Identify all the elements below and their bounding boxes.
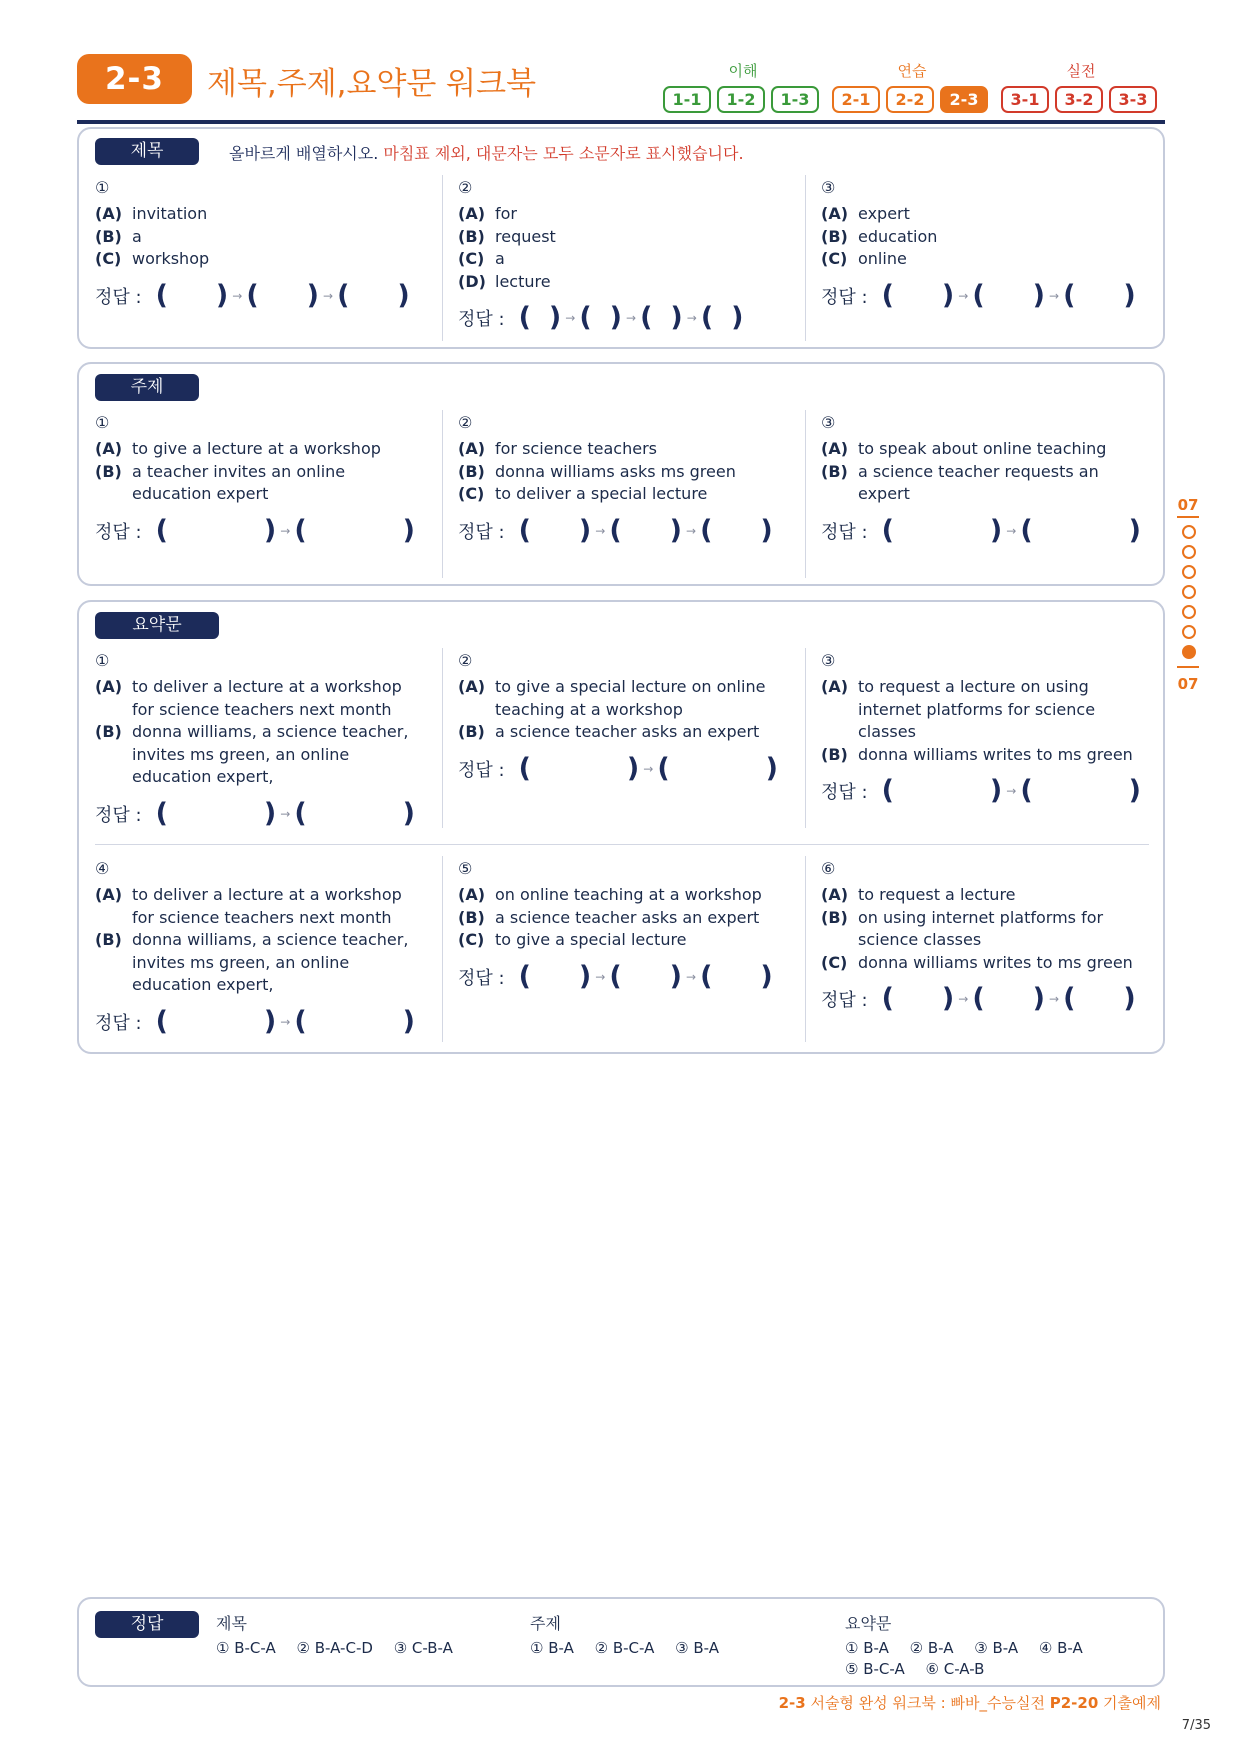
topic-question-1 — [95, 412, 425, 548]
title-section-tag: 제목 — [95, 138, 199, 165]
item-text: a science teacher requests an expert — [858, 461, 1099, 503]
item-text: a — [132, 226, 142, 246]
summary-question-3 — [821, 650, 1151, 808]
item-text: donna williams writes to ms green — [858, 952, 1133, 972]
column-divider — [442, 175, 443, 341]
question-number: ① — [95, 413, 110, 432]
answer-label: 정답 : — [458, 967, 505, 989]
item-text: invitation — [132, 204, 208, 223]
item-label: (B) — [458, 722, 485, 741]
item-text: donna williams writes to ms green — [858, 744, 1133, 764]
answer-label: 정답 : — [95, 804, 142, 826]
answer-label: 정답 : — [458, 521, 505, 543]
question-number: ② — [458, 178, 473, 197]
answer-slots: 정답 : ( ) → ( ) → ( ) — [458, 960, 773, 992]
footer-part: 2-3 — [778, 1694, 806, 1712]
level-3-2-button[interactable]: 3-2 — [1055, 86, 1103, 113]
side-marker-line — [1177, 666, 1199, 668]
group-label-understand: 이해 — [728, 62, 758, 80]
item-text: workshop — [132, 249, 210, 268]
level-2-1-button[interactable]: 2-1 — [832, 86, 880, 113]
item-text: lecture — [495, 271, 551, 291]
summary-section-tag: 요약문 — [95, 612, 219, 639]
answer-label: 정답 : — [821, 521, 868, 543]
topic-section — [77, 362, 1165, 586]
answer-value: ③ B-A — [675, 1639, 720, 1657]
answer-label: 정답 : — [821, 990, 868, 1011]
item-label: (B) — [821, 744, 848, 764]
column-divider — [805, 856, 806, 1042]
item-label: (B) — [95, 930, 122, 949]
answer-slots: 정답 : ( ) → ( ) → ( ) — [95, 279, 410, 311]
item-label: (B) — [458, 907, 485, 927]
section-badge: 2-3 — [77, 54, 192, 104]
item-text: to give a lecture at a workshop — [132, 439, 381, 458]
instruction-note: 마침표 제외, 대문자는 모두 소문자로 표시했습니다. — [383, 144, 744, 163]
item-text: a science teacher asks an expert — [495, 907, 760, 927]
item-label: (C) — [458, 930, 485, 949]
footer-part: P2-20 — [1049, 1694, 1099, 1712]
item-label: (B) — [95, 226, 122, 246]
question-number: ① — [95, 651, 110, 670]
item-text: education — [858, 226, 938, 246]
item-text: a teacher invites an online education expert — [132, 461, 346, 503]
question-number: ③ — [821, 178, 836, 197]
summary-question-2 — [458, 650, 788, 786]
row-divider — [95, 844, 1149, 845]
item-text: donna williams asks ms green — [495, 461, 736, 481]
item-text: a science teacher asks an expert — [495, 722, 760, 741]
answer-value: ③ B-A — [974, 1639, 1019, 1657]
answer-slots: 정답 : ( ) → ( ) → ( ) — [458, 514, 773, 546]
item-label: (C) — [821, 249, 848, 268]
answer-key-summary — [845, 1613, 1099, 1680]
answer-value: ② B-A-C-D — [296, 1639, 373, 1657]
title-question-1 — [95, 177, 425, 313]
progress-dot — [1182, 565, 1196, 579]
progress-dot — [1182, 525, 1196, 539]
item-label: (A) — [458, 439, 486, 458]
answer-group-label: 주제 — [530, 1614, 561, 1633]
answer-slots: 정답 : ( ) → ( ) — [821, 775, 1141, 806]
item-text: online — [858, 249, 907, 268]
item-label: (C) — [821, 952, 848, 972]
item-text: request — [495, 226, 556, 246]
item-label: (B) — [821, 907, 848, 927]
answer-slots: 정답 : ( ) → ( ) → ( ) → ( ) — [458, 302, 744, 333]
item-text: to deliver a lecture at a workshop for science teachers next month — [132, 885, 402, 927]
item-text: expert — [858, 204, 910, 223]
progress-dot — [1182, 545, 1196, 559]
answer-slots: 정답 : ( ) → ( ) — [458, 752, 778, 784]
group-label-real: 실전 — [1066, 62, 1096, 80]
answer-key-title — [216, 1613, 469, 1659]
question-number: ① — [95, 178, 110, 197]
item-text: to request a lecture — [858, 885, 1016, 904]
column-divider — [805, 175, 806, 341]
item-text: to speak about online teaching — [858, 439, 1107, 458]
item-label: (B) — [821, 461, 848, 481]
progress-dot — [1182, 605, 1196, 619]
item-text: to deliver a lecture at a workshop for science teachers next month — [132, 677, 402, 719]
item-label: (D) — [458, 271, 486, 291]
question-number: ⑥ — [821, 859, 836, 878]
level-1-2-button[interactable]: 1-2 — [717, 86, 765, 113]
column-divider — [442, 648, 443, 828]
item-label: (A) — [95, 439, 123, 458]
question-number: ④ — [95, 859, 110, 878]
answer-value: ③ C-B-A — [393, 1639, 453, 1657]
title-question-2 — [458, 177, 788, 335]
item-text: to give a special lecture — [495, 930, 687, 949]
column-divider — [805, 648, 806, 828]
column-divider — [442, 856, 443, 1042]
side-marker-line — [1177, 516, 1199, 518]
answer-slots: 정답 : ( ) → ( ) → ( ) — [821, 279, 1136, 311]
answer-value: ② B-C-A — [594, 1639, 655, 1657]
level-3-3-button[interactable]: 3-3 — [1109, 86, 1157, 113]
item-text: for science teachers — [495, 439, 657, 458]
answer-slots: 정답 : ( ) → ( ) — [95, 797, 415, 829]
item-label: (B) — [95, 722, 122, 741]
question-number: ③ — [821, 413, 836, 432]
side-page-number-top: 07 — [1177, 496, 1199, 514]
progress-dot — [1182, 585, 1196, 599]
answer-label: 정답 : — [95, 521, 142, 543]
item-label: (A) — [821, 885, 849, 904]
answer-group-label: 요약문 — [845, 1614, 892, 1633]
item-label: (A) — [821, 439, 849, 458]
side-page-number-bottom: 07 — [1177, 675, 1199, 693]
answer-label: 정답 : — [95, 1012, 142, 1034]
item-text: to give a special lecture on online teaching at a workshop — [495, 677, 766, 719]
item-text: a — [495, 249, 505, 268]
item-label: (C) — [458, 249, 485, 268]
group-label-practice: 연습 — [897, 62, 927, 80]
instruction-main: 올바르게 배열하시오. — [229, 144, 379, 163]
answer-key-panel — [77, 1597, 1165, 1687]
item-label: (A) — [95, 885, 123, 904]
item-text: on using internet platforms for science classes — [858, 907, 1104, 949]
answer-group-label: 제목 — [216, 1614, 247, 1633]
item-label: (A) — [95, 677, 123, 696]
item-text: for — [495, 204, 517, 223]
item-label: (C) — [95, 249, 122, 268]
answer-label: 정답 : — [95, 286, 142, 308]
item-label: (A) — [458, 677, 486, 696]
question-number: ⑤ — [458, 859, 473, 878]
item-label: (B) — [821, 226, 848, 246]
footer-part: 기출예제 — [1098, 1694, 1161, 1712]
item-label: (B) — [458, 226, 485, 246]
item-label: (A) — [821, 677, 849, 696]
item-text: donna williams, a science teacher, invites ms green, an online education expert, — [132, 722, 409, 786]
footer-part: 빠바_수능실전 — [950, 1694, 1050, 1712]
question-number: ② — [458, 413, 473, 432]
item-label: (B) — [458, 461, 485, 481]
topic-question-3 — [821, 412, 1151, 548]
page-title: 제목,주제,요약문 워크북 — [207, 66, 537, 102]
answer-label: 정답 : — [821, 782, 868, 803]
item-text: on online teaching at a workshop — [495, 885, 762, 904]
item-text: donna williams, a science teacher, invites ms green, an online education expert, — [132, 930, 409, 994]
answer-slots: 정답 : ( ) → ( ) — [95, 1005, 415, 1037]
summary-question-6 — [821, 858, 1151, 1016]
level-3-1-button[interactable]: 3-1 — [1001, 86, 1049, 113]
level-1-3-button[interactable]: 1-3 — [771, 86, 819, 113]
answer-label: 정답 : — [458, 759, 505, 781]
question-number: ② — [458, 651, 473, 670]
topic-section-tag: 주제 — [95, 374, 199, 401]
page-number: 7/35 — [1181, 1718, 1211, 1733]
answer-value: ② B-A — [909, 1639, 954, 1657]
level-1-1-button[interactable]: 1-1 — [663, 86, 711, 113]
answer-slots: 정답 : ( ) → ( ) — [821, 514, 1141, 546]
answer-value: ① B-A — [530, 1639, 574, 1657]
column-divider — [805, 410, 806, 578]
answer-value: ④ B-A — [1038, 1639, 1083, 1657]
item-label: (A) — [95, 204, 123, 223]
answer-key-topic — [530, 1613, 735, 1659]
item-label: (A) — [821, 204, 849, 223]
level-2-3-button[interactable]: 2-3 — [940, 86, 988, 113]
progress-dot — [1182, 625, 1196, 639]
footer-part: 서술형 완성 워크북 : — [805, 1694, 951, 1712]
item-label: (C) — [458, 484, 485, 503]
item-text: to deliver a special lecture — [495, 484, 708, 503]
summary-question-1 — [95, 650, 425, 831]
level-2-2-button[interactable]: 2-2 — [886, 86, 934, 113]
summary-question-5 — [458, 858, 788, 994]
title-question-3 — [821, 177, 1151, 313]
answer-key-tag: 정답 — [95, 1611, 199, 1638]
title-section — [77, 127, 1165, 349]
answer-slots: 정답 : ( ) → ( ) — [95, 514, 415, 546]
answer-value: ① B-A — [845, 1639, 889, 1657]
answer-value: ① B-C-A — [216, 1639, 276, 1657]
question-number: ③ — [821, 651, 836, 670]
answer-label: 정답 : — [458, 309, 505, 330]
answer-value: ⑤ B-C-A — [845, 1660, 905, 1678]
item-text: to request a lecture on using internet platforms for science classes — [858, 677, 1096, 741]
item-label: (B) — [95, 461, 122, 481]
summary-question-4 — [95, 858, 425, 1039]
column-divider — [442, 410, 443, 578]
answer-label: 정답 : — [821, 286, 868, 308]
answer-value: ⑥ C-A-B — [925, 1660, 985, 1678]
answer-slots: 정답 : ( ) → ( ) → ( ) — [821, 983, 1136, 1014]
progress-dot-current — [1182, 645, 1196, 659]
summary-section — [77, 600, 1165, 1054]
item-label: (A) — [458, 204, 486, 223]
instruction — [229, 141, 744, 164]
item-label: (A) — [458, 885, 486, 904]
footer-caption — [779, 1692, 1161, 1713]
topic-question-2 — [458, 412, 788, 548]
header-rule — [77, 120, 1165, 124]
